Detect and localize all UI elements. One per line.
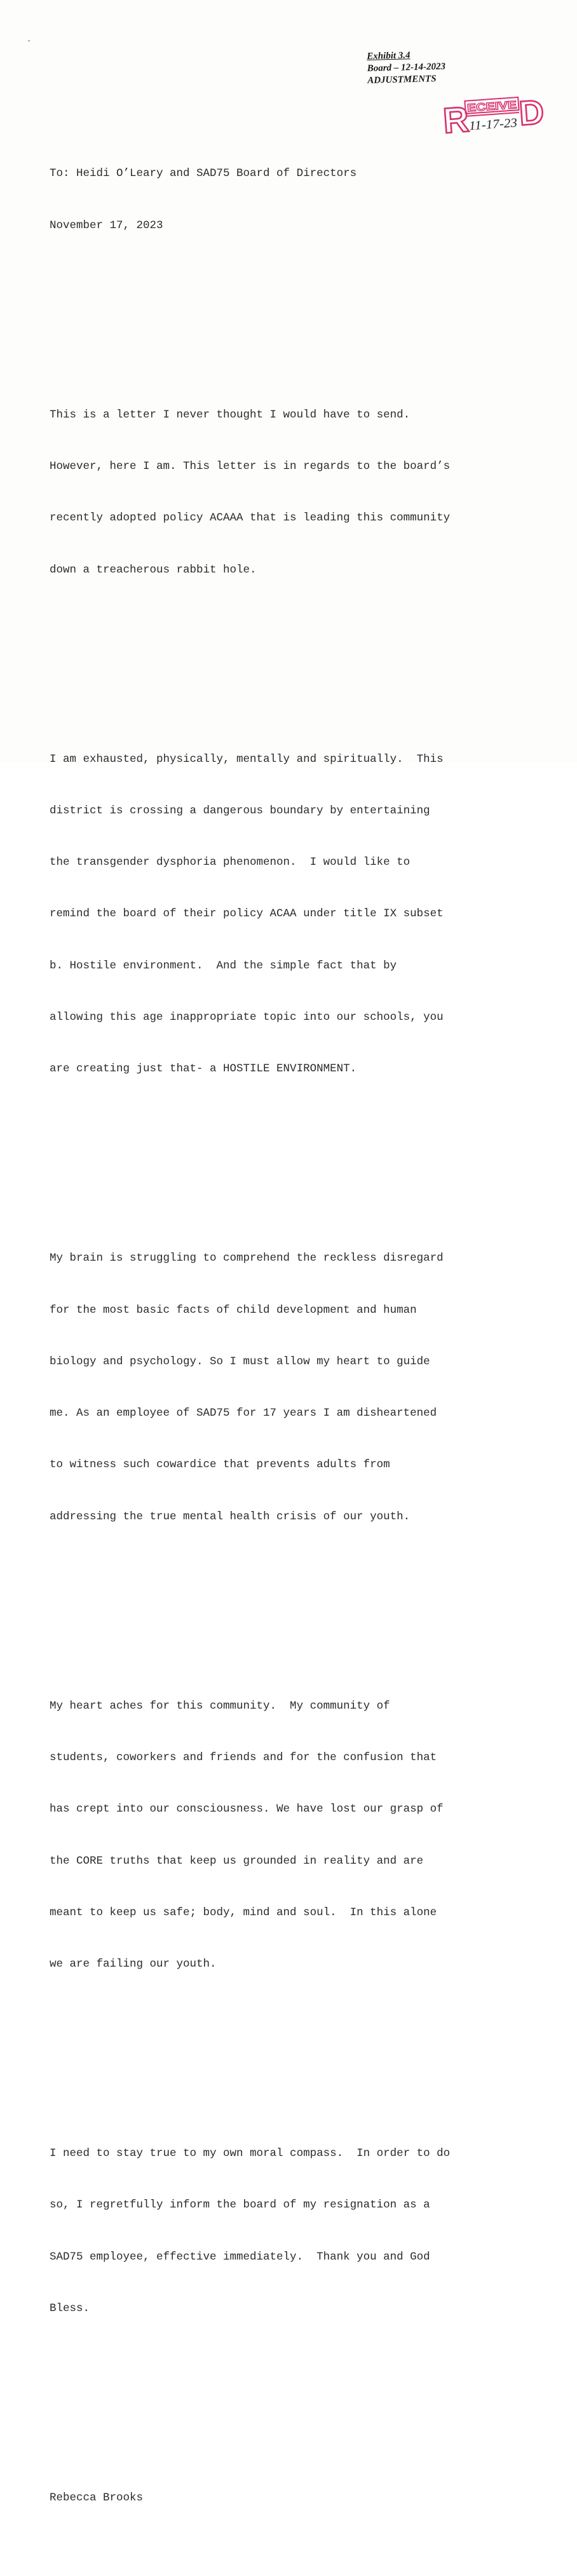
letter-body: [50, 97, 552, 2576]
stamp-handwritten-date: 11-17-23: [468, 116, 515, 133]
exhibit-category: ADJUSTMENTS: [367, 74, 437, 86]
letter-date: November 17, 2023: [50, 219, 163, 232]
text-line: are creating just that- a HOSTILE ENVIRONMENT.: [50, 1062, 357, 1076]
text-line: the CORE truths that keep us grounded in reality and are: [50, 1854, 424, 1868]
text-line: I need to stay true to my own moral compass. In order to do: [50, 2147, 451, 2160]
text-line: However, here I am. This letter is in regards to the board’s: [50, 459, 451, 473]
text-line: addressing the true mental health crisis of our youth.: [50, 1510, 411, 1523]
blank-line: [50, 2042, 552, 2059]
text-line: recently adopted policy ACAAA that is leading this community: [50, 512, 451, 525]
signature-name: Rebecca Brooks: [50, 2491, 144, 2505]
text-line: My heart aches for this community. My community of: [50, 1699, 390, 1712]
exhibit-annotation: [367, 49, 446, 87]
blank-line: [50, 303, 552, 320]
paragraph-1: [50, 372, 552, 613]
text-line: I am exhausted, physically, mentally and spiritually. This: [50, 752, 444, 766]
text-line: has crept into our consciousness. We have lost our grasp of: [50, 1803, 444, 1816]
blank-line: [50, 2386, 552, 2403]
text-line: district is crossing a dangerous boundary by entertaining: [50, 804, 430, 817]
paragraph-3: [50, 1216, 552, 1560]
text-line: b. Hostile environment. And the simple fact that by: [50, 959, 397, 972]
text-line: remind the board of their policy ACAA under title IX subset: [50, 907, 444, 921]
text-line: the transgender dysphoria phenomenon. I would like to: [50, 856, 411, 869]
exhibit-board-date: Board – 12-14-2023: [367, 61, 446, 74]
text-line: allowing this age inappropriate topic into our schools, you: [50, 1010, 444, 1024]
text-line: This is a letter I never thought I would have to send.: [50, 408, 411, 421]
stamp-word-middle: ECEIVE: [466, 99, 508, 114]
text-line: My brain is struggling to comprehend the reckless disregard: [50, 1252, 444, 1265]
text-line: meant to keep us safe; body, mind and soul. In this alone: [50, 1906, 437, 1919]
blank-line: [50, 1147, 552, 1164]
text-line: down a treacherous rabbit hole.: [50, 563, 257, 576]
stamp-letter-r: R: [442, 98, 470, 141]
text-line: we are failing our youth.: [50, 1958, 217, 1971]
text-line: biology and psychology. So I must allow my heart to guide: [50, 1355, 430, 1368]
text-line: me. As an employee of SAD75 for 17 years I am disheartened: [50, 1407, 437, 1420]
blank-line: [50, 1594, 552, 1611]
paragraph-4: [50, 1664, 552, 2008]
text-line: for the most basic facts of child development and human: [50, 1303, 417, 1317]
text-line: to witness such cowardice that prevents adults from: [50, 1458, 390, 1472]
stamp-letter-d: D: [517, 93, 545, 133]
scan-speck-mark: ˇ: [27, 39, 32, 48]
paragraph-2: [50, 716, 552, 1112]
signature-block: [50, 2455, 552, 2541]
text-line: SAD75 employee, effective immediately. Thank you and God: [50, 2250, 430, 2263]
letter-header: [50, 131, 552, 269]
blank-line: [50, 647, 552, 665]
recipient-line: To: Heidi O’Leary and SAD75 Board of Directors: [50, 167, 357, 180]
paragraph-5: [50, 2111, 552, 2352]
text-line: Bless.: [50, 2302, 90, 2315]
exhibit-title: Exhibit 3.4: [367, 50, 411, 62]
text-line: students, coworkers and friends and for the confusion that: [50, 1751, 437, 1764]
text-line: so, I regretfully inform the board of my resignation as a: [50, 2199, 430, 2212]
